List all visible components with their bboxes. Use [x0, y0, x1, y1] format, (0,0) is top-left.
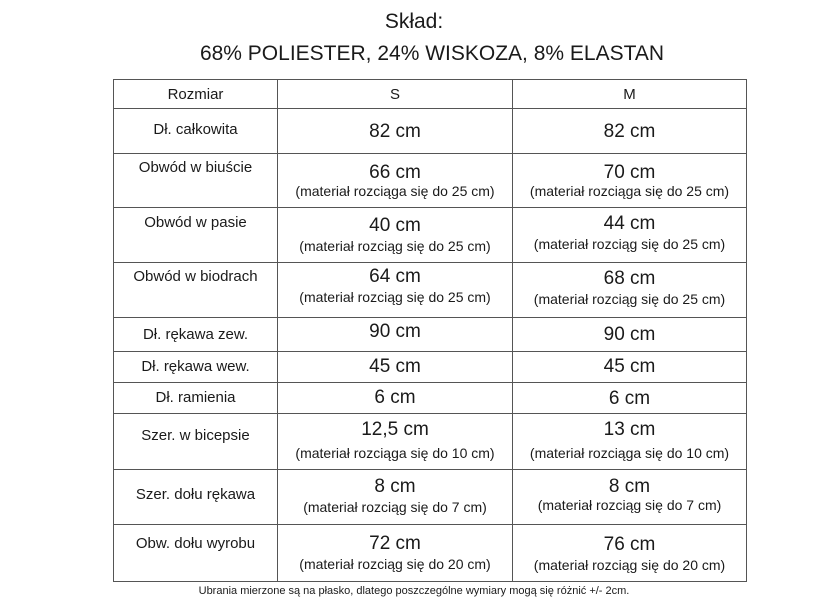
row-label: Obwód w biuście	[138, 159, 253, 176]
composition-materials: 68% POLIESTER, 24% WISKOZA, 8% ELASTAN	[199, 42, 665, 65]
measurement-footnote: Ubrania mierzone są na płasko, dlatego poszczególne wymiary mogą się różnić +/- 2cm.	[198, 585, 630, 597]
composition-title: Skład:	[384, 10, 444, 33]
size-m-value: 45 cm	[603, 356, 656, 377]
row-label: Szer. w bicepsie	[141, 427, 250, 444]
size-m-value: 13 cm	[603, 419, 656, 440]
size-s-value: 66 cm	[369, 162, 421, 183]
row-label: Obwód w biodrach	[133, 268, 258, 285]
header-cell	[114, 80, 278, 109]
size-s-value: 64 cm	[369, 266, 421, 287]
size-m-value: 6 cm	[608, 388, 651, 409]
size-s-value: 82 cm	[369, 121, 421, 142]
size-s-value: 8 cm	[374, 476, 416, 497]
row-label: Dł. ramienia	[155, 389, 236, 406]
size-m-value: 68 cm	[603, 268, 656, 289]
table-row	[114, 470, 747, 525]
size-s-value: 40 cm	[369, 215, 421, 236]
size-s-note: (materiał rozciąg się do 20 cm)	[299, 556, 491, 572]
table-row	[114, 414, 747, 470]
row-label: Dł. rękawa zew.	[142, 326, 249, 343]
table-row	[114, 208, 747, 263]
size-s-note: (materiał rozciąg się do 25 cm)	[299, 238, 491, 254]
size-m-value: 70 cm	[603, 162, 656, 183]
table-header-row	[114, 80, 747, 109]
size-s-note: (materiał rozciąg się do 25 cm)	[299, 289, 491, 305]
row-label: Szer. dołu rękawa	[135, 486, 256, 503]
size-table	[113, 79, 747, 582]
size-m-value: 76 cm	[603, 534, 656, 555]
size-m-note: (materiał rozciąg się do 25 cm)	[533, 236, 726, 252]
size-m-value: 8 cm	[608, 476, 651, 497]
table-row	[114, 263, 747, 318]
size-s-value: 6 cm	[374, 387, 416, 408]
size-s-note: (materiał rozciąg się do 7 cm)	[303, 499, 487, 515]
size-m-note: (materiał rozciąg się do 25 cm)	[533, 291, 726, 307]
size-m-note: (materiał rozciąga się do 25 cm)	[529, 183, 730, 199]
table-row	[114, 109, 747, 154]
table-row	[114, 383, 747, 414]
row-label: Dł. całkowita	[153, 121, 238, 138]
size-m-note: (materiał rozciąg się do 20 cm)	[533, 557, 726, 573]
header-cell	[513, 80, 747, 109]
header-cell	[278, 80, 513, 109]
size-m-value: 82 cm	[603, 121, 656, 142]
size-m-value: 44 cm	[603, 213, 656, 234]
header-size-s: S	[389, 86, 400, 103]
size-s-value: 12,5 cm	[361, 419, 429, 440]
table-row	[114, 154, 747, 208]
size-m-value: 90 cm	[603, 324, 656, 345]
table-row	[114, 525, 747, 582]
header-size-label: Rozmiar	[167, 86, 224, 103]
table-row	[114, 352, 747, 383]
size-s-value: 72 cm	[369, 533, 421, 554]
table-row	[114, 318, 747, 352]
size-s-value: 90 cm	[369, 321, 421, 342]
row-label: Obwód w pasie	[144, 214, 247, 231]
header-size-m: M	[623, 86, 636, 103]
size-s-value: 45 cm	[369, 356, 421, 377]
size-m-note: (materiał rozciąg się do 7 cm)	[537, 497, 722, 513]
size-s-note: (materiał rozciąga się do 10 cm)	[295, 445, 495, 461]
size-m-note: (materiał rozciąga się do 10 cm)	[529, 445, 730, 461]
row-label: Obw. dołu wyrobu	[135, 535, 256, 552]
row-label: Dł. rękawa wew.	[141, 358, 250, 375]
size-s-note: (materiał rozciąga się do 25 cm)	[295, 183, 495, 199]
